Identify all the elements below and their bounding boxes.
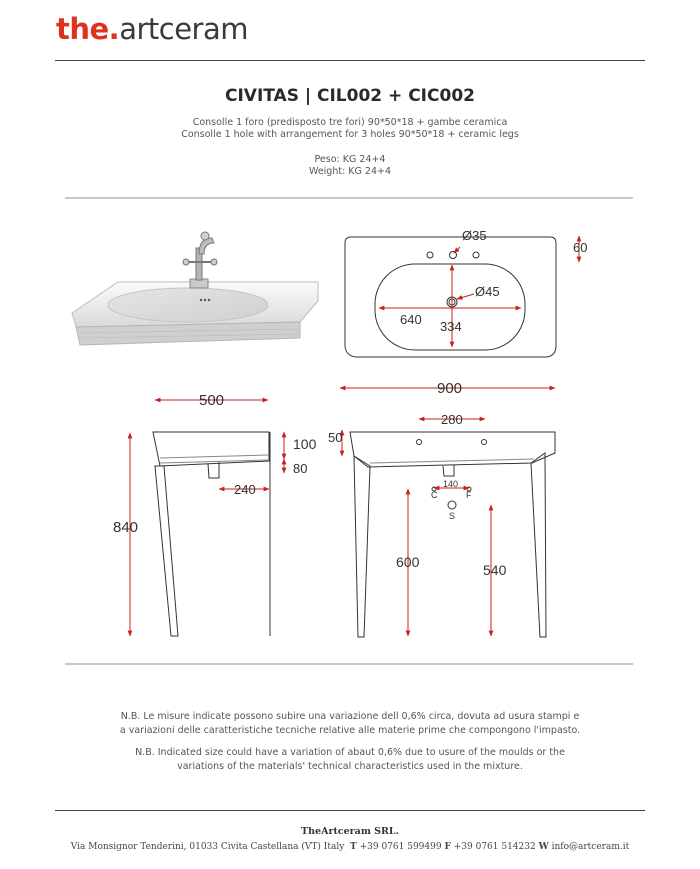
dim-side-height: 100 (293, 436, 317, 452)
telephone: +39 0761 599499 (359, 842, 442, 852)
dim-total-height: 840 (113, 519, 139, 536)
note-italian-2: a variazioni delle caratteristiche tecniche relative alle materie prime che compongono l'impasto. (119, 725, 581, 736)
desc-english: Consolle 1 hole with arrangement for 3 holes 90*50*18 + ceramic legs (181, 129, 519, 140)
company-address-line (0, 842, 700, 852)
side-view (153, 432, 270, 636)
weight-italian: Peso: KG 24+4 (314, 154, 386, 165)
dim-height-540: 540 (483, 562, 507, 578)
dim-bowl-depth: 334 (440, 319, 462, 334)
note-english-2: variations of the materials' technical characteristics used in the mixture. (177, 761, 523, 772)
top-view (345, 237, 556, 357)
tel-label: T (350, 842, 357, 852)
product-photo (72, 232, 318, 345)
dim-top-depth: 60 (573, 240, 588, 255)
dim-total-width: 900 (437, 380, 463, 397)
side-view-dimensions (130, 400, 284, 636)
note-italian-1: N.B. Le misure indicate possono subire una variazione dell 0,6% circa, dovuta ad usura stampi e (120, 711, 580, 722)
weight-english: Weight: KG 24+4 (308, 166, 392, 177)
label-cold: C (431, 490, 438, 500)
brand-prefix: the. (56, 12, 120, 46)
dim-side-240: 240 (234, 482, 256, 497)
address: Via Monsignor Tenderini, 01033 Civita Castellana (VT) Italy (70, 842, 345, 852)
fax: +39 0761 514232 (453, 842, 536, 852)
dim-hole-top: Ø35 (462, 228, 487, 243)
label-hot: F (466, 490, 472, 500)
brand-name: artceram (119, 12, 248, 46)
web-label: W (538, 842, 549, 852)
front-view (350, 432, 555, 637)
email-link[interactable]: info@artceram.it (551, 842, 630, 852)
company-name: TheArtceram SRL. (301, 826, 399, 837)
label-drain: S (449, 511, 456, 521)
dim-side-depth: 500 (199, 392, 225, 409)
dim-front-height: 50 (328, 430, 343, 445)
front-view-dimensions (342, 419, 491, 636)
footer-divider (55, 810, 645, 811)
fax-label: F (444, 842, 451, 852)
dim-connection-spacing: 140 (443, 479, 459, 489)
bottom-rule (65, 663, 633, 665)
dim-bowl-width: 640 (400, 312, 422, 327)
dim-drain: Ø45 (475, 284, 500, 299)
product-title: CIVITAS | CIL002 + CIC002 (225, 86, 475, 106)
note-english-1: N.B. Indicated size could have a variation of abaut 0,6% due to usure of the moulds or the (135, 747, 565, 758)
desc-italian: Consolle 1 foro (predisposto tre fori) 90*50*18 + gambe ceramica (192, 117, 508, 128)
dim-leg-spacing: 280 (441, 412, 463, 427)
dim-side-80: 80 (293, 461, 308, 476)
dim-height-600: 600 (396, 554, 420, 570)
